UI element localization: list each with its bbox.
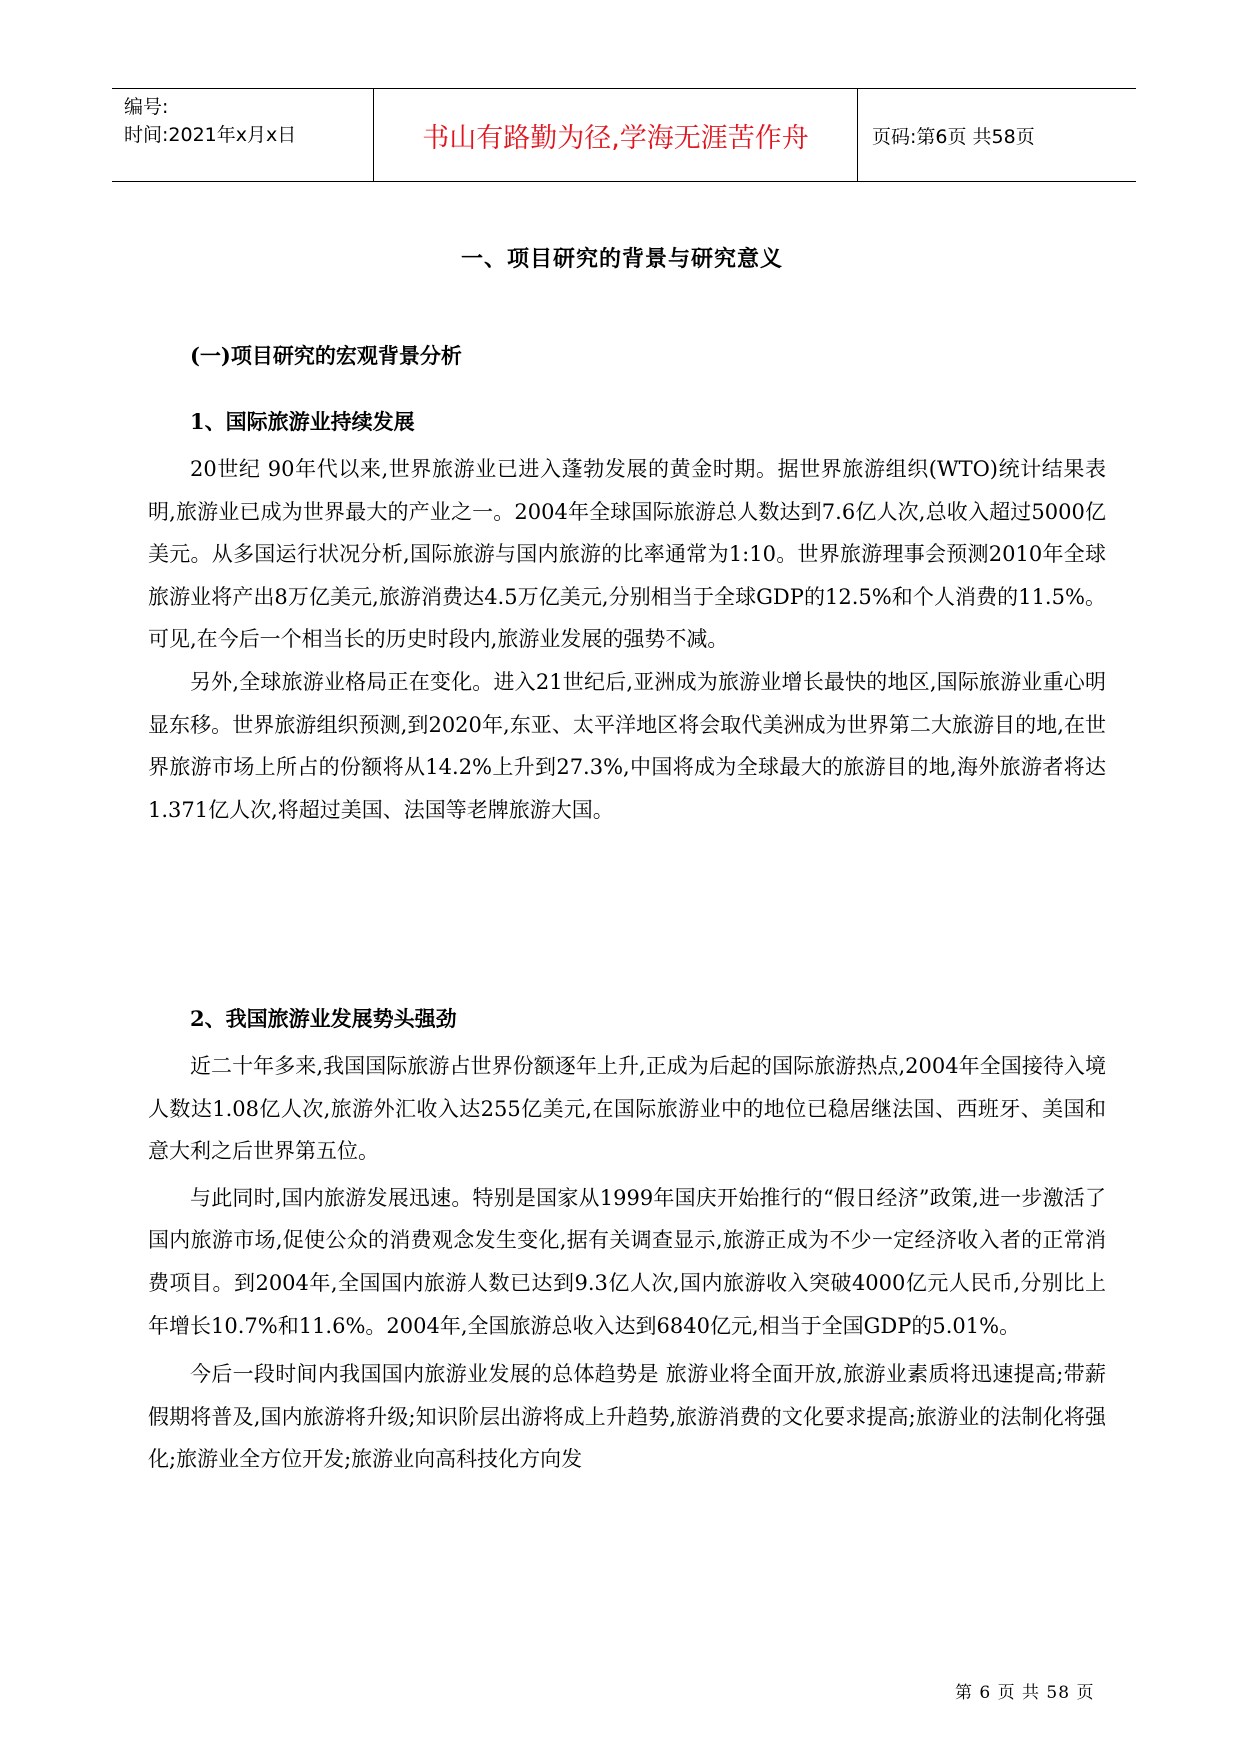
body-block-2 (148, 1045, 1106, 1481)
header-page-info: 页码:第6页 共58页 (872, 125, 1035, 148)
paragraph-1: 20世纪 90年代以来,世界旅游业已进入蓬勃发展的黄金时期。据世界旅游组织(WTO)统计结果表明,旅游业已成为世界最大的产业之一。2004年全球国际旅游总人数达到7.6亿人次,总收入超过5000亿美元。从多国运行状况分析,国际旅游与国内旅游的比率通常为1:10。世界旅游理事会预测2010年全球旅游业将产出8万亿美元,旅游消费达4.5万亿美元,分别相当于全球GDP的12.5%和个人消费的11.5%。可见,在今后一个相当长的历史时段内,旅游业发展的强势不减。 (148, 457, 1106, 652)
paragraph-4: 与此同时,国内旅游发展迅速。特别是国家从1999年国庆开始推行的“假日经济”政策,进一步激活了国内旅游市场,促使公众的消费观念发生变化,据有关调查显示,旅游正成为不少一定经济收入者的正常消费项目。到2004年,全国国内旅游人数已达到9.3亿人次,国内旅游收入突破4000亿元人民币,分别比上年增长10.7%和11.6%。2004年,全国旅游总收入达到6840亿元,相当于全国GDP的5.01%。 (148, 1185, 1106, 1338)
header-motto: 书山有路勤为径,学海无涯苦作舟 (374, 89, 858, 181)
subsection-heading-1: 1、国际旅游业持续发展 (190, 409, 415, 434)
paragraph-5: 今后一段时间内我国国内旅游业发展的总体趋势是 旅游业将全面开放,旅游业素质将迅速提高;带薪假期将普及,国内旅游将升级;知识阶层出游将成上升趋势,旅游消费的文化要求提高;旅游业的法制化将强化;旅游业全方位开发;旅游业向高科技化方向发 (148, 1362, 1106, 1472)
page-footer: 第 6 页 共 58 页 (955, 1683, 1095, 1703)
document-date: 时间:2021年x月x日 (124, 124, 297, 146)
section-heading: (一)项目研究的宏观背景分析 (190, 343, 462, 368)
document-number-label: 编号: (124, 96, 169, 118)
paragraph-2: 另外,全球旅游业格局正在变化。进入21世纪后,亚洲成为旅游业增长最快的地区,国际旅游业重心明显东移。世界旅游组织预测,到2020年,东亚、太平洋地区将会取代美洲成为世界第二大旅游目的地,在世界旅游市场上所占的份额将从14.2%上升到27.3%,中国将成为全球最大的旅游目的地,海外旅游者将达1.371亿人次,将超过美国、法国等老牌旅游大国。 (148, 669, 1106, 822)
paragraph-3: 近二十年多来,我国国际旅游占世界份额逐年上升,正成为后起的国际旅游热点,2004年全国接待入境人数达1.08亿人次,旅游外汇收入达255亿美元,在国际旅游业中的地位已稳居继法国、西班牙、美国和意大利之后世界第五位。 (148, 1054, 1106, 1164)
subsection-heading-2: 2、我国旅游业发展势头强劲 (190, 1006, 457, 1031)
body-block-1 (148, 448, 1106, 831)
header-meta (112, 89, 374, 181)
document-title: 一、项目研究的背景与研究意义 (460, 246, 783, 272)
page-header (112, 88, 1136, 182)
